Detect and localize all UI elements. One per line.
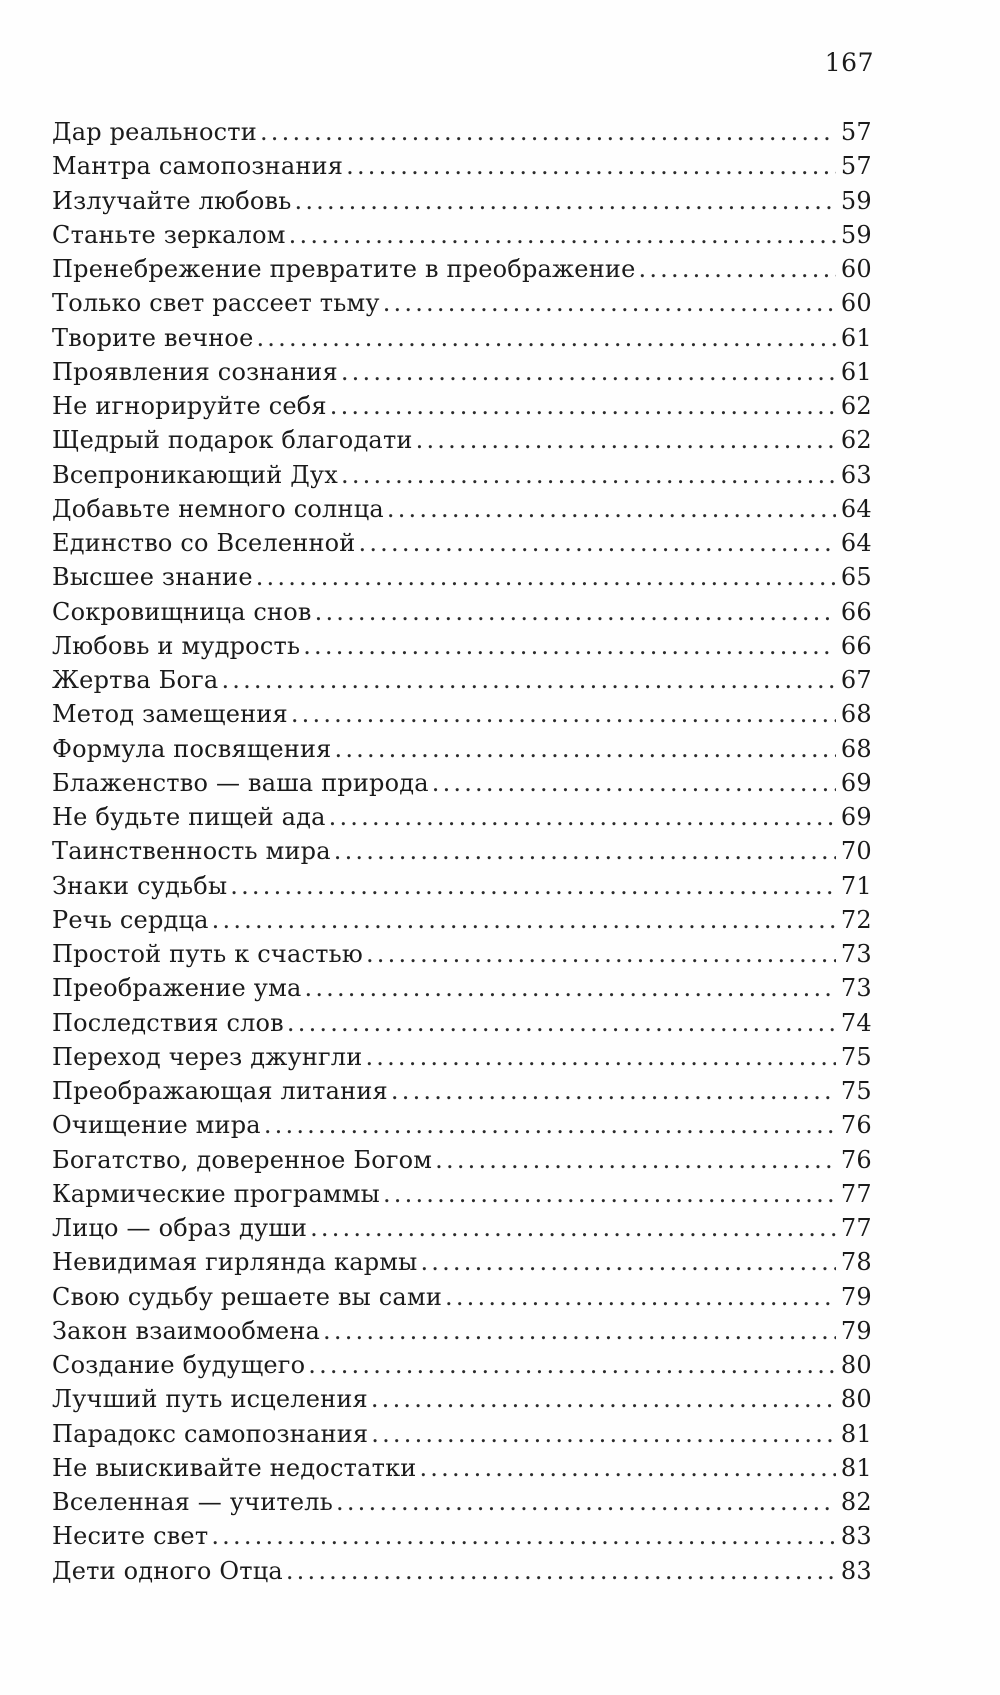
toc-entry (52, 732, 872, 766)
toc-entry (52, 321, 872, 355)
toc-entry-page: 73 (840, 974, 872, 1003)
dot-leader (256, 321, 836, 355)
toc-entry-title: Всепроникающий Дух (52, 460, 338, 489)
dot-leader (387, 492, 836, 526)
dot-leader (315, 595, 836, 629)
toc-entry-title: Дети одного Отца (52, 1556, 283, 1585)
dot-leader (335, 732, 837, 766)
toc-entry-title: Лицо — образ души (52, 1214, 308, 1242)
toc-entry-page: 69 (840, 768, 872, 797)
dot-leader (416, 423, 836, 457)
toc-entry-page: 75 (840, 1042, 872, 1071)
toc-entry-page: 60 (840, 255, 872, 283)
toc-entry-page: 65 (840, 563, 872, 592)
toc-entry-title: Парадокс самопознания (52, 1419, 369, 1448)
dot-leader (359, 526, 837, 560)
dot-leader (341, 458, 836, 492)
toc-entry-page: 59 (840, 186, 872, 215)
toc-entry-title: Жертва Бога (52, 666, 219, 694)
toc-entry (52, 1280, 872, 1314)
toc-entry (52, 1485, 872, 1519)
toc-entry-title: Очищение мира (52, 1111, 261, 1140)
toc-entry-title: Не выискивайте недостатки (52, 1453, 417, 1482)
toc-entry-page: 77 (840, 1214, 872, 1242)
toc-entry (52, 800, 872, 834)
toc-entry-title: Сокровищница снов (52, 597, 312, 626)
toc-entry (52, 1451, 872, 1485)
toc-entry-title: Не будьте пищей ада (52, 803, 326, 831)
toc-entry (52, 560, 872, 594)
toc-entry (52, 218, 872, 252)
toc-entry (52, 697, 872, 731)
toc-entry (52, 971, 872, 1005)
toc-entry-page: 61 (840, 357, 872, 386)
toc-entry (52, 766, 872, 800)
dot-leader (419, 1451, 836, 1485)
toc-entry (52, 355, 872, 389)
toc-entry-title: Знаки судьбы (52, 871, 228, 900)
dot-leader (308, 1348, 836, 1382)
toc-entry-page: 79 (840, 1282, 872, 1311)
toc-entry (52, 663, 872, 697)
toc-entry-title: Формула посвящения (52, 734, 332, 763)
toc-entry-title: Щедрый подарок благодати (52, 426, 413, 455)
toc-entry-title: Только свет рассеет тьму (52, 289, 380, 318)
toc-entry-page: 68 (840, 734, 872, 763)
toc-entry-page: 80 (840, 1351, 872, 1379)
table-of-contents (52, 115, 872, 1588)
toc-entry-page: 80 (840, 1385, 872, 1414)
toc-entry-title: Создание будущего (52, 1351, 306, 1379)
dot-leader (639, 252, 837, 286)
toc-entry-title: Богатство, доверенное Богом (52, 1145, 433, 1174)
toc-entry-title: Высшее знание (52, 563, 253, 592)
toc-entry (52, 1074, 872, 1108)
dot-leader (383, 1177, 836, 1211)
toc-entry-title: Переход через джунгли (52, 1042, 363, 1071)
dot-leader (287, 1006, 836, 1040)
toc-entry (52, 1211, 872, 1245)
toc-entry (52, 1314, 872, 1348)
dot-leader (310, 1211, 836, 1245)
dot-leader (341, 355, 836, 389)
toc-entry-page: 63 (840, 460, 872, 489)
toc-entry (52, 629, 872, 663)
toc-entry-title: Творите вечное (52, 323, 254, 352)
toc-entry-title: Свою судьбу решаете вы сами (52, 1282, 443, 1311)
toc-entry-title: Несите свет (52, 1522, 209, 1551)
toc-entry-page: 72 (840, 905, 872, 934)
toc-entry-page: 66 (840, 631, 872, 660)
toc-entry-page: 69 (840, 803, 872, 831)
dot-leader (445, 1280, 836, 1314)
page-number: 167 (824, 48, 874, 77)
toc-entry-page: 62 (840, 426, 872, 455)
toc-entry (52, 423, 872, 457)
toc-entry-page: 74 (840, 1008, 872, 1037)
toc-entry-page: 62 (840, 392, 872, 420)
toc-entry-page: 79 (840, 1316, 872, 1345)
dot-leader (323, 1314, 836, 1348)
toc-entry (52, 1245, 872, 1279)
toc-entry (52, 937, 872, 971)
toc-entry-page: 57 (840, 118, 872, 146)
toc-entry-title: Преображение ума (52, 974, 302, 1003)
toc-entry-page: 77 (840, 1179, 872, 1208)
toc-entry (52, 903, 872, 937)
toc-entry-page: 75 (840, 1077, 872, 1105)
toc-entry-title: Простой путь к счастью (52, 940, 363, 968)
toc-entry (52, 1143, 872, 1177)
toc-entry-page: 64 (840, 494, 872, 523)
toc-entry-page: 71 (840, 871, 872, 900)
toc-entry-title: Станьте зеркалом (52, 220, 286, 249)
toc-entry (52, 1177, 872, 1211)
toc-entry (52, 1040, 872, 1074)
dot-leader (304, 971, 836, 1005)
toc-entry-title: Мантра самопознания (52, 152, 344, 181)
toc-entry (52, 869, 872, 903)
toc-entry-title: Единство со Вселенной (52, 529, 356, 557)
toc-entry (52, 1554, 872, 1588)
dot-leader (366, 937, 836, 971)
toc-entry (52, 115, 872, 149)
toc-entry (52, 1519, 872, 1553)
toc-entry-page: 83 (840, 1556, 872, 1585)
toc-entry-title: Речь сердца (52, 905, 209, 934)
dot-leader (371, 1417, 836, 1451)
toc-entry-title: Дар реальности (52, 118, 257, 146)
toc-entry-title: Таинственность мира (52, 837, 331, 866)
dot-leader (303, 629, 836, 663)
toc-entry-page: 60 (840, 289, 872, 318)
dot-leader (391, 1074, 836, 1108)
dot-leader (221, 663, 836, 697)
toc-entry-page: 83 (840, 1522, 872, 1551)
dot-leader (211, 1519, 836, 1553)
toc-entry-title: Вселенная — учитель (52, 1488, 334, 1516)
toc-entry-title: Пренебрежение превратите в преображение (52, 255, 636, 283)
toc-entry-title: Добавьте немного солнца (52, 494, 384, 523)
dot-leader (289, 218, 836, 252)
toc-entry (52, 492, 872, 526)
toc-entry (52, 834, 872, 868)
dot-leader (286, 1554, 836, 1588)
toc-entry-title: Лучший путь исцеления (52, 1385, 368, 1414)
toc-entry-title: Метод замещения (52, 700, 288, 729)
toc-entry (52, 595, 872, 629)
toc-entry (52, 184, 872, 218)
toc-entry-page: 76 (840, 1111, 872, 1140)
dot-leader (435, 1143, 836, 1177)
toc-entry (52, 1417, 872, 1451)
toc-entry-page: 82 (840, 1488, 872, 1516)
dot-leader (432, 766, 836, 800)
dot-leader (260, 115, 836, 149)
toc-entry-title: Любовь и мудрость (52, 631, 301, 660)
dot-leader (346, 149, 836, 183)
dot-leader (212, 903, 836, 937)
dot-leader (264, 1108, 836, 1142)
toc-entry (52, 458, 872, 492)
toc-entry-page: 81 (840, 1419, 872, 1448)
toc-entry-page: 57 (840, 152, 872, 181)
toc-entry-page: 61 (840, 323, 872, 352)
toc-entry-page: 78 (840, 1248, 872, 1277)
toc-entry-title: Излучайте любовь (52, 186, 292, 215)
toc-entry (52, 389, 872, 423)
toc-entry-page: 66 (840, 597, 872, 626)
dot-leader (383, 286, 836, 320)
toc-entry (52, 1348, 872, 1382)
toc-entry-title: Блаженство — ваша природа (52, 768, 429, 797)
toc-entry-title: Кармические программы (52, 1179, 380, 1208)
toc-entry-title: Последствия слов (52, 1008, 284, 1037)
dot-leader (420, 1245, 836, 1279)
dot-leader (291, 697, 836, 731)
dot-leader (295, 184, 837, 218)
toc-entry-page: 64 (840, 529, 872, 557)
toc-entry (52, 526, 872, 560)
toc-entry (52, 1006, 872, 1040)
dot-leader (230, 869, 836, 903)
toc-entry-page: 67 (840, 666, 872, 694)
toc-entry (52, 149, 872, 183)
toc-entry-page: 81 (840, 1453, 872, 1482)
toc-entry-title: Преображающая литания (52, 1077, 388, 1105)
dot-leader (330, 389, 836, 423)
toc-entry (52, 1108, 872, 1142)
dot-leader (336, 1485, 836, 1519)
dot-leader (371, 1382, 836, 1416)
dot-leader (334, 834, 836, 868)
toc-entry (52, 286, 872, 320)
dot-leader (365, 1040, 836, 1074)
toc-entry-title: Не игнорируйте себя (52, 392, 327, 420)
toc-entry-page: 68 (840, 700, 872, 729)
toc-entry-page: 76 (840, 1145, 872, 1174)
dot-leader (256, 560, 836, 594)
toc-entry-page: 70 (840, 837, 872, 866)
toc-entry-title: Невидимая гирлянда кармы (52, 1248, 418, 1277)
toc-entry (52, 1382, 872, 1416)
dot-leader (329, 800, 836, 834)
toc-entry-page: 73 (840, 940, 872, 968)
toc-entry-title: Закон взаимообмена (52, 1316, 321, 1345)
toc-entry-title: Проявления сознания (52, 357, 338, 386)
toc-entry-page: 59 (840, 220, 872, 249)
toc-entry (52, 252, 872, 286)
